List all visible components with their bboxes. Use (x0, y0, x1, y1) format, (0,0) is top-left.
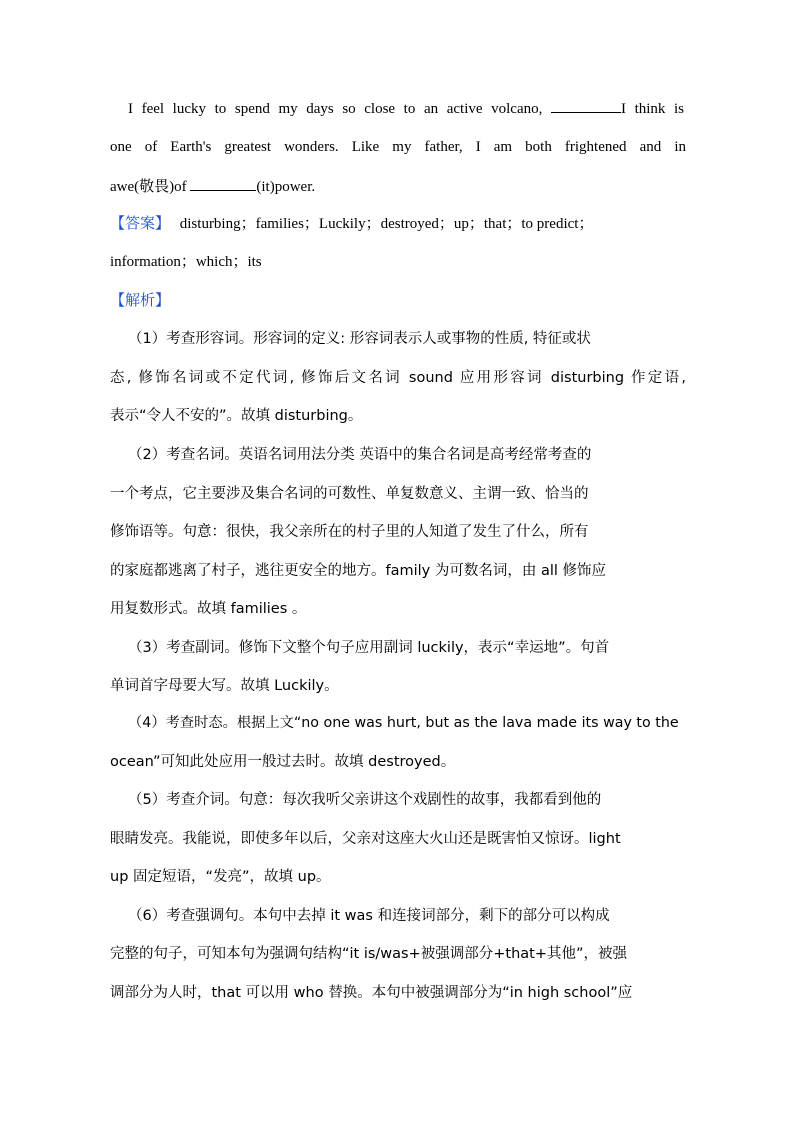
analysis-line: （4）考查时态。根据上文“no one was hurt, but as the lava made its way to the (128, 715, 679, 731)
analysis-label: 【解析】 (110, 291, 171, 309)
analysis-line: 一个考点，它主要涉及集合名词的可数性、单复数意义、主谓一致、恰当的 (110, 486, 589, 502)
passage-line-3 (110, 176, 686, 197)
analysis-line: 单词首字母要大写。故填 Luckily。 (110, 678, 339, 694)
analysis-line: 表示“令人不安的”。故填 disturbing。 (110, 408, 363, 424)
passage-line-1 (128, 98, 684, 119)
passage-line-2: one of Earth's greatest wonders. Like my father, I am both frightened and in (110, 139, 686, 155)
analysis-line: （6）考查强调句。本句中去掉 it was 和连接词部分，剩下的部分可以构成 (128, 908, 610, 924)
analysis-label-line (110, 290, 686, 311)
analysis-line: （1）考查形容词。形容词的定义: 形容词表示人或事物的性质, 特征或状 (128, 331, 591, 347)
answer-text: disturbing；families；Luckily；destroyed；up；that；to predict； (179, 216, 594, 232)
passage-text: I feel lucky to spend my days so close to an active volcano, (128, 101, 543, 117)
analysis-line: 的家庭都逃离了村子，逃往更安全的地方。family 为可数名词，由 all 修饰应 (110, 563, 607, 579)
analysis-line: up 固定短语，“发亮”，故填 up。 (110, 869, 331, 885)
passage-text: I think is (620, 101, 685, 117)
analysis-line: 眼睛发亮。我能说，即使多年以后，父亲对这座大火山还是既害怕又惊讶。light (110, 831, 621, 847)
analysis-line: （5）考查介词。句意：每次我听父亲讲这个戏剧性的故事，我都看到他的 (128, 792, 602, 808)
answer-line-2: information；which；its (110, 254, 262, 270)
analysis-line: （3）考查副词。修饰下文整个句子应用副词 luckily，表示“幸运地”。句首 (128, 640, 610, 656)
fill-blank (190, 176, 256, 191)
analysis-line: 修饰语等。句意：很快，我父亲所在的村子里的人知道了发生了什么，所有 (110, 524, 589, 540)
answer-label: 【答案】 (110, 214, 171, 232)
analysis-line: 用复数形式。故填 families 。 (110, 601, 307, 617)
analysis-line: 态, 修饰名词或不定代词, 修饰后文名词 sound 应用形容词 disturbing 作定语, (110, 370, 686, 386)
answer-line-1 (110, 213, 686, 234)
passage-text: (it)power. (256, 179, 316, 195)
passage-text: awe(敬畏)of (110, 179, 187, 195)
analysis-line: 调部分为人时，that 可以用 who 替换。本句中被强调部分为“in high school”应 (110, 985, 633, 1001)
analysis-line: 完整的句子，可知本句为强调句结构“it is/was+被强调部分+that+其他”，被强 (110, 946, 628, 962)
fill-blank (551, 98, 621, 113)
analysis-line: ocean”可知此处应用一般过去时。故填 destroyed。 (110, 754, 456, 770)
analysis-line: （2）考查名词。英语名词用法分类 英语中的集合名词是高考经常考查的 (128, 447, 592, 463)
